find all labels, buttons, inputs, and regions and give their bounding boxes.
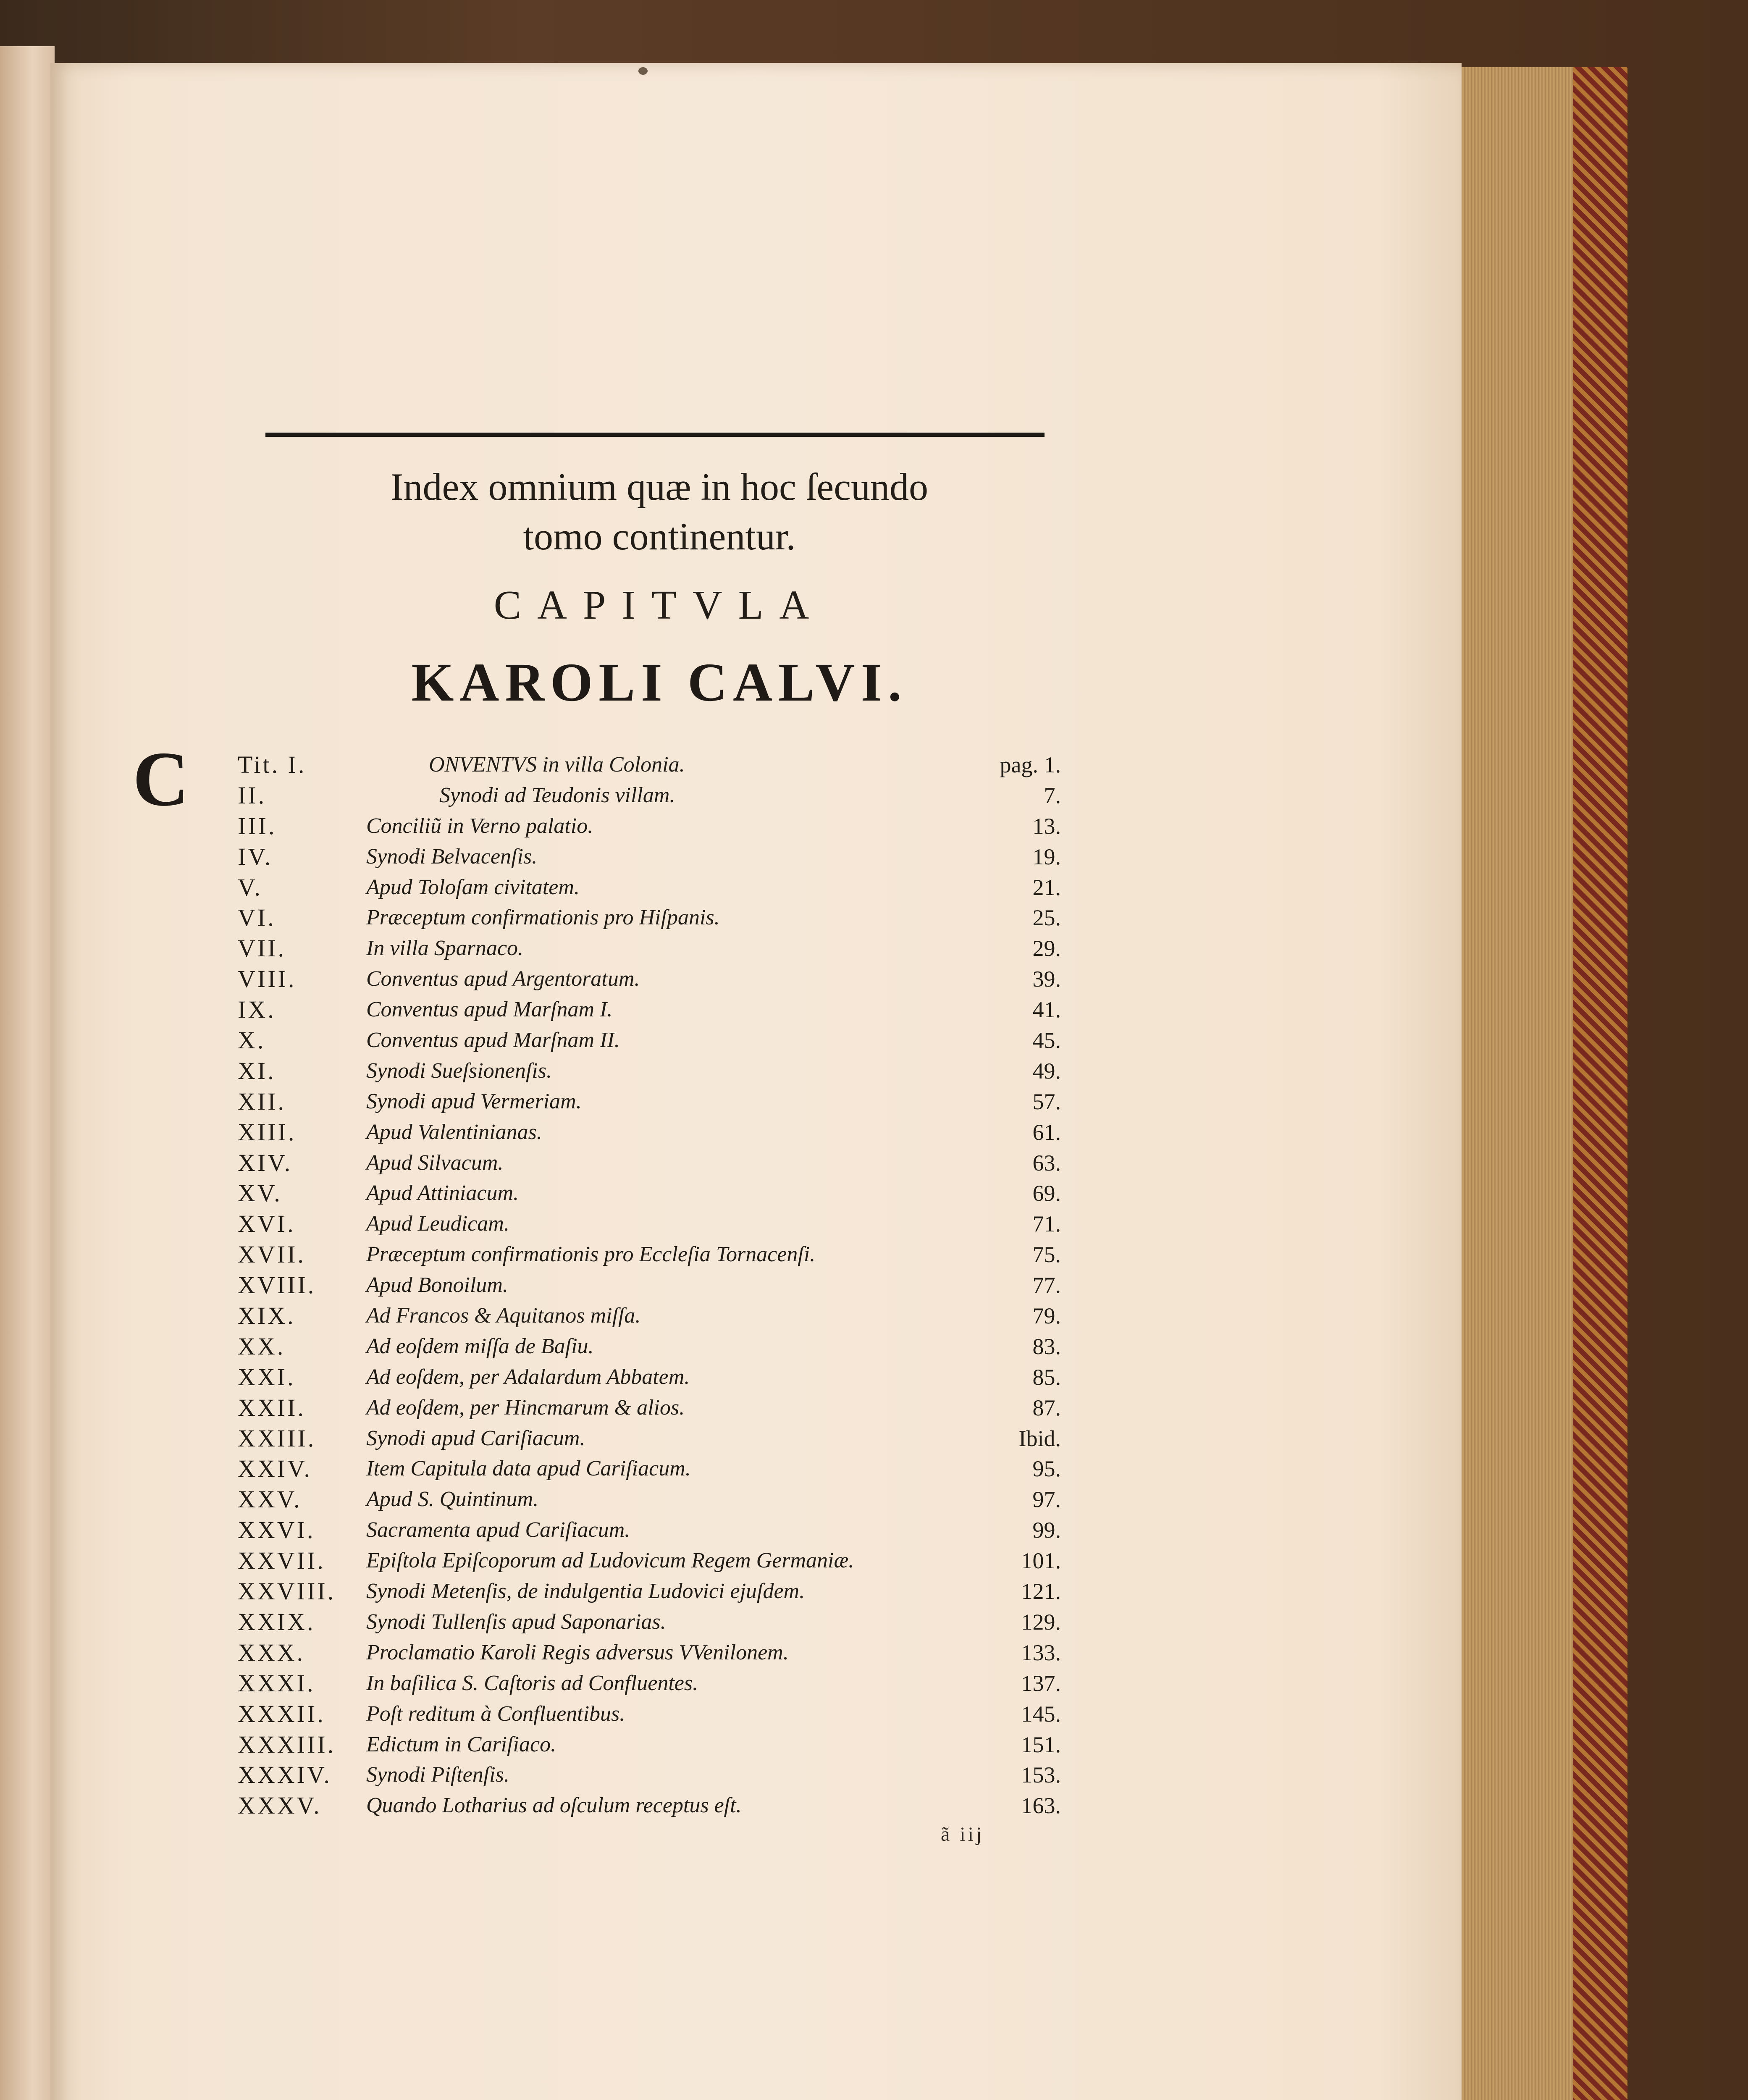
toc-row xyxy=(238,1484,1061,1515)
toc-number: V. xyxy=(238,873,262,901)
toc-number: VI. xyxy=(238,904,276,932)
toc-page: 101. xyxy=(1021,1548,1061,1574)
toc-title: Præceptum confirmationis pro Eccleſia Tornacenſi. xyxy=(366,1242,816,1267)
toc-title: Synodi ad Teudonis villam. xyxy=(439,783,675,807)
toc-row xyxy=(238,872,1061,903)
toc-title: Præceptum confirmationis pro Hiſpanis. xyxy=(366,906,720,930)
index-heading xyxy=(294,462,1025,561)
toc-number: VII. xyxy=(238,934,286,962)
drop-cap: C xyxy=(133,736,189,822)
toc-row xyxy=(238,1546,1061,1576)
toc-page: 97. xyxy=(1032,1487,1061,1512)
toc-number: XV. xyxy=(238,1179,282,1207)
toc-number: XII. xyxy=(238,1087,286,1115)
toc-page: 85. xyxy=(1032,1364,1061,1390)
toc-title: Conventus apud Marſnam I. xyxy=(366,998,613,1022)
toc-page: 99. xyxy=(1032,1517,1061,1543)
toc-title: Apud Valentinianas. xyxy=(366,1120,542,1144)
toc-number: IX. xyxy=(238,996,276,1024)
toc-row xyxy=(238,1148,1061,1179)
toc-number: XXXIV. xyxy=(238,1761,332,1789)
heading-line-2: tomo continentur. xyxy=(523,515,796,558)
toc-row xyxy=(238,933,1061,964)
toc-number: VIII. xyxy=(238,965,297,993)
toc-title: Ad Francos & Aquitanos miſſa. xyxy=(366,1304,641,1328)
toc-number: X. xyxy=(238,1026,266,1054)
toc-number: XXXI. xyxy=(238,1669,315,1697)
toc-title: Sacramenta apud Cariſiacum. xyxy=(366,1518,630,1542)
toc-title: Edictum in Cariſiaco. xyxy=(366,1732,556,1756)
toc-row xyxy=(238,1117,1061,1148)
heading-line-1: Index omnium quæ in hoc ſecundo xyxy=(390,465,929,508)
toc-page: 133. xyxy=(1021,1640,1061,1665)
toc-number: XXIV. xyxy=(238,1455,312,1483)
toc-page: 151. xyxy=(1021,1732,1061,1757)
table-of-contents xyxy=(238,750,1061,1821)
toc-page: pag. 1. xyxy=(1000,752,1061,777)
toc-row xyxy=(238,1178,1061,1209)
toc-number: Tit. I. xyxy=(238,751,307,778)
toc-title: Synodi Sueſsionenſis. xyxy=(366,1058,552,1083)
toc-page: 25. xyxy=(1032,905,1061,931)
toc-row xyxy=(238,1270,1061,1301)
toc-row xyxy=(238,1576,1061,1607)
toc-title: In baſilica S. Caſtoris ad Confluentes. xyxy=(366,1671,698,1695)
toc-row xyxy=(238,1454,1061,1484)
toc-row xyxy=(238,1025,1061,1056)
toc-number: XXVI. xyxy=(238,1516,315,1544)
toc-page: 79. xyxy=(1032,1303,1061,1329)
toc-row xyxy=(238,903,1061,933)
toc-row xyxy=(238,1668,1061,1699)
toc-row xyxy=(238,1362,1061,1393)
toc-row xyxy=(238,1638,1061,1668)
toc-number: II. xyxy=(238,781,267,809)
toc-page: 61. xyxy=(1032,1119,1061,1145)
toc-number: XXVII. xyxy=(238,1547,325,1575)
toc-row xyxy=(238,1423,1061,1454)
signature-mark: ã iij xyxy=(941,1823,984,1845)
toc-number: XXX. xyxy=(238,1638,305,1666)
toc-page: 83. xyxy=(1032,1334,1061,1359)
toc-page: 95. xyxy=(1032,1456,1061,1482)
toc-title: Poſt reditum à Confluentibus. xyxy=(366,1701,625,1726)
toc-title: Epiſtola Epiſcoporum ad Ludovicum Regem Germaniæ. xyxy=(366,1549,854,1573)
toc-title: Conciliũ in Verno palatio. xyxy=(366,814,593,838)
toc-page: 21. xyxy=(1032,874,1061,900)
toc-row xyxy=(238,811,1061,842)
toc-title: Synodi Belvacenſis. xyxy=(366,844,538,869)
toc-row xyxy=(238,780,1061,811)
toc-number: XVI. xyxy=(238,1210,296,1238)
toc-page: 57. xyxy=(1032,1089,1061,1114)
toc-page: 163. xyxy=(1021,1793,1061,1819)
toc-row xyxy=(238,964,1061,995)
toc-number: XXVIII. xyxy=(238,1578,336,1605)
toc-number: XX. xyxy=(238,1332,286,1360)
toc-title: Ad eoſdem miſſa de Baſiu. xyxy=(366,1334,594,1358)
toc-title: Apud Silvacum. xyxy=(366,1150,504,1175)
toc-page: 71. xyxy=(1032,1211,1061,1237)
toc-number: XXI. xyxy=(238,1363,296,1391)
toc-number: XIII. xyxy=(238,1118,297,1146)
toc-number: XI. xyxy=(238,1057,276,1084)
toc-number: XIV. xyxy=(238,1149,293,1176)
toc-page: 45. xyxy=(1032,1028,1061,1053)
toc-number: XXV. xyxy=(238,1486,302,1513)
toc-title: Quando Lotharius ad oſculum receptus eſt. xyxy=(366,1793,742,1818)
toc-row xyxy=(238,1087,1061,1117)
toc-row xyxy=(238,1699,1061,1730)
toc-page: 145. xyxy=(1021,1701,1061,1727)
toc-title: Conventus apud Argentoratum. xyxy=(366,967,640,991)
toc-page: 39. xyxy=(1032,966,1061,992)
toc-title: Apud Leudicam. xyxy=(366,1212,509,1236)
toc-number: XXXV. xyxy=(238,1792,322,1819)
toc-page: 19. xyxy=(1032,844,1061,869)
toc-title: Item Capitula data apud Cariſiacum. xyxy=(366,1457,691,1481)
toc-page: 63. xyxy=(1032,1150,1061,1176)
toc-page: 75. xyxy=(1032,1242,1061,1268)
toc-page: 77. xyxy=(1032,1273,1061,1298)
ink-speck xyxy=(638,67,648,75)
toc-row xyxy=(238,1607,1061,1638)
toc-title: Synodi Piſtenſis. xyxy=(366,1763,509,1787)
toc-title: ONVENTVS in villa Colonia. xyxy=(429,753,685,777)
toc-page: 153. xyxy=(1021,1762,1061,1788)
toc-title: Synodi Metenſis, de indulgentia Ludovici ejuſdem. xyxy=(366,1579,805,1604)
toc-page: 129. xyxy=(1021,1609,1061,1635)
toc-row xyxy=(238,1331,1061,1362)
toc-title: Apud Attiniacum. xyxy=(366,1181,519,1205)
toc-number: XXXII. xyxy=(238,1700,325,1727)
toc-title: In villa Sparnaco. xyxy=(366,936,524,961)
toc-number: XVII. xyxy=(238,1241,306,1268)
toc-row xyxy=(238,842,1061,872)
toc-page: 121. xyxy=(1021,1579,1061,1604)
toc-row xyxy=(238,1730,1061,1760)
toc-number: IV. xyxy=(238,843,273,870)
toc-page: 69. xyxy=(1032,1181,1061,1206)
toc-title: Apud Bonoilum. xyxy=(366,1273,508,1297)
toc-row xyxy=(238,1760,1061,1790)
toc-title: Proclamatio Karoli Regis adversus VVenilonem. xyxy=(366,1640,789,1664)
toc-number: III. xyxy=(238,812,277,840)
section-title: KAROLI CALVI. xyxy=(411,652,908,713)
toc-number: XXIX. xyxy=(238,1608,315,1635)
toc-number: XXIII. xyxy=(238,1424,316,1452)
toc-title: Ad eoſdem, per Adalardum Abbatem. xyxy=(366,1365,690,1389)
toc-page: 49. xyxy=(1032,1058,1061,1084)
toc-title: Ad eoſdem, per Hincmarum & alios. xyxy=(366,1395,685,1420)
toc-row xyxy=(238,1056,1061,1087)
toc-page: 87. xyxy=(1032,1395,1061,1420)
toc-row xyxy=(238,1209,1061,1239)
toc-page: 7. xyxy=(1044,782,1061,808)
toc-row xyxy=(238,1790,1061,1821)
toc-row xyxy=(238,1239,1061,1270)
toc-title: Apud Toloſam civitatem. xyxy=(366,875,580,899)
header-rule xyxy=(265,433,1045,437)
page-block-edge xyxy=(1445,67,1583,2100)
gilt-binding xyxy=(1573,67,1627,2100)
toc-row xyxy=(238,995,1061,1025)
toc-page: 29. xyxy=(1032,936,1061,961)
toc-number: XVIII. xyxy=(238,1271,316,1299)
toc-number: XXII. xyxy=(238,1394,306,1421)
toc-page: 137. xyxy=(1021,1670,1061,1696)
toc-page: 13. xyxy=(1032,813,1061,839)
toc-title: Synodi apud Vermeriam. xyxy=(366,1089,582,1113)
toc-row xyxy=(238,1301,1061,1331)
section-label: CAPITVLA xyxy=(493,583,825,628)
toc-row xyxy=(238,1515,1061,1546)
left-page-edge xyxy=(0,46,55,2100)
toc-number: XXXIII. xyxy=(238,1730,336,1758)
toc-title: Synodi apud Cariſiacum. xyxy=(366,1426,585,1450)
toc-title: Apud S. Quintinum. xyxy=(366,1487,539,1512)
toc-page: Ibid. xyxy=(1018,1425,1061,1451)
toc-title: Conventus apud Marſnam II. xyxy=(366,1028,620,1053)
toc-page: 41. xyxy=(1032,997,1061,1023)
toc-row xyxy=(238,750,1061,780)
toc-number: XIX. xyxy=(238,1302,296,1330)
toc-row xyxy=(238,1393,1061,1423)
toc-title: Synodi Tullenſis apud Saponarias. xyxy=(366,1609,666,1634)
